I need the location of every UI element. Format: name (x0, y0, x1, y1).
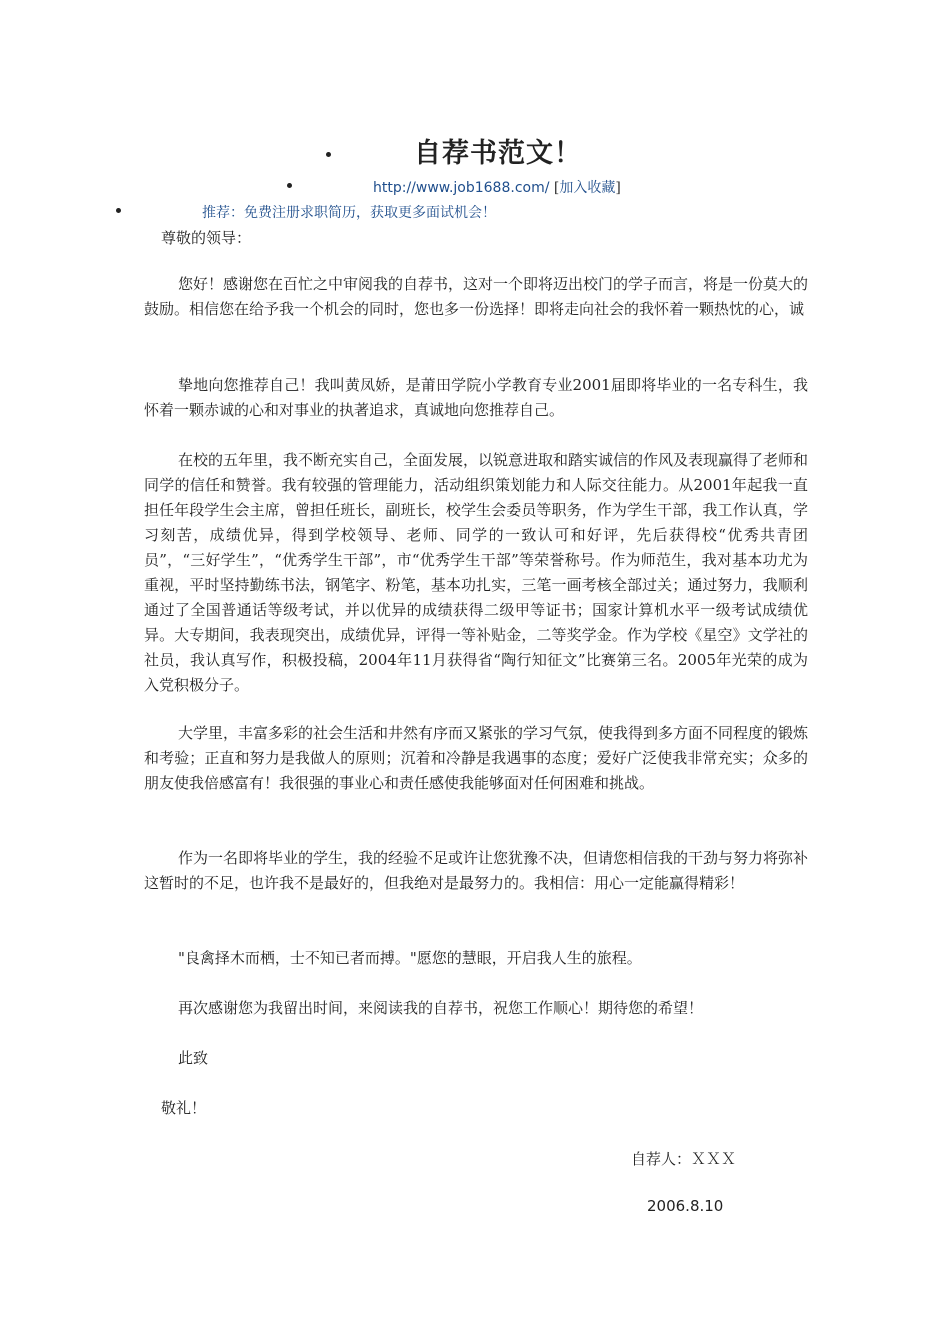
closing-salute: 敬礼！ (161, 1099, 207, 1117)
letter-paragraph: 作为一名即将毕业的学生，我的经验不足或许让您犹豫不决，但请您相信我的干劲与努力将弥补这暂时的不足，也许我不是最好的，但我绝对是最努力的。我相信：用心一定能赢得精彩！ (144, 849, 809, 892)
letter-date: 2006.8.10 (647, 1197, 724, 1215)
quote-line: "良禽择木而栖，士不知已者而搏。"愿您的慧眼，开启我人生的旅程。 (178, 949, 642, 967)
page-title: 自荐书范文！ (414, 138, 582, 169)
list-bullet (116, 208, 121, 213)
list-bullet (287, 183, 292, 188)
add-favorite-link[interactable]: 加入收藏 (559, 180, 616, 196)
bracket-close: ] (615, 180, 621, 196)
closing-line: 此致 (178, 1049, 209, 1067)
thanks-line: 再次感谢您为我留出时间，来阅读我的自荐书，祝您工作顺心！期待您的希望！ (178, 999, 704, 1017)
site-url-link[interactable]: http://www.job1688.com/ (373, 180, 550, 196)
bracket-open: [ (553, 180, 560, 196)
letter-paragraph: 在校的五年里，我不断充实自己，全面发展，以锐意进取和踏实诚信的作风及表现赢得了老师和同学的信任和赞誉。我有较强的管理能力，活动组织策划能力和人际交往能力。从2001年起我一直担任年段学生会主席，曾担任班长，副班长，校学生会委员等职务，作为学生干部，我工作认真，学习刻苦，成绩优异，得到学校领导、老师、同学的一致认可和好评，先后获得校“优秀共青团员”，“三好学生”，“优秀学生干部”，市“优秀学生干部”等荣誉称号。作为师范生，我对基本功尤为重视，平时坚持勤练书法，钢笔字、粉笔，基本功扎实，三笔一画考核全部过关；通过努力，我顺利通过了全国普通话等级考试，并以优异的成绩获得二级甲等证书；国家计算机水平一级考试成绩优异。大专期间，我表现突出，成绩优异，评得一等补贴金，二等奖学金。作为学校《星空》文学社的社员，我认真写作，积极投稿，2004年11月获得省“陶行知征文”比赛第三名。2005年光荣的成为入党积极分子。 (144, 451, 809, 694)
list-bullet (326, 152, 331, 157)
letter-paragraph: 您好！感谢您在百忙之中审阅我的自荐书，这对一个即将迈出校门的学子而言，将是一份莫大的鼓励。相信您在给予我一个机会的同时，您也多一份选择！即将走向社会的我怀着一颗热忱的心，诚 (144, 275, 809, 318)
letter-greeting: 尊敬的领导： (161, 229, 252, 247)
site-link-line (373, 177, 621, 197)
signer: 自荐人：ＸＸＸ (631, 1150, 737, 1168)
letter-paragraph: 大学里，丰富多彩的社会生活和井然有序而又紧张的学习气氛，使我得到多方面不同程度的锻炼和考验；正直和努力是我做人的原则；沉着和冷静是我遇事的态度；爱好广泛使我非常充实；众多的朋友使我倍感富有！我很强的事业心和责任感使我能够面对任何困难和挑战。 (144, 724, 809, 792)
promo-link[interactable]: 推荐：免费注册求职简历，获取更多面试机会！ (202, 205, 496, 221)
letter-paragraph: 挚地向您推荐自己！我叫黄凤娇，是莆田学院小学教育专业2001届即将毕业的一名专科生，我怀着一颗赤诚的心和对事业的执著追求，真诚地向您推荐自己。 (144, 376, 808, 419)
